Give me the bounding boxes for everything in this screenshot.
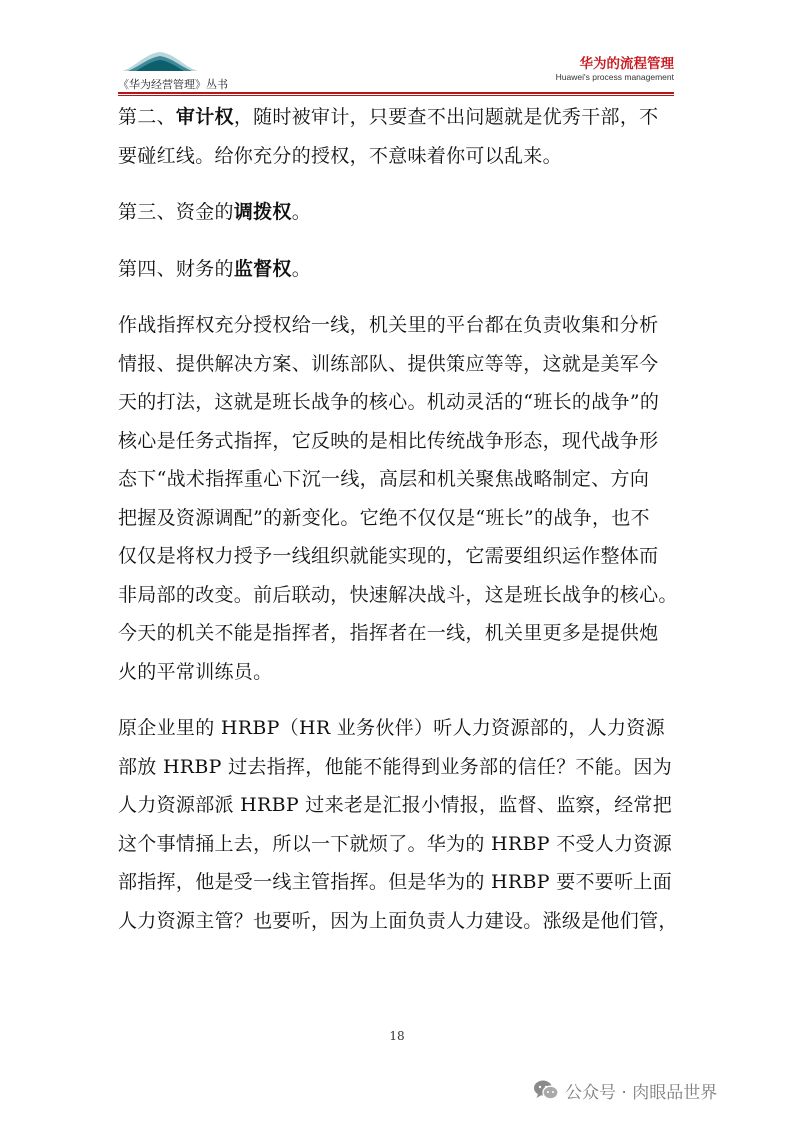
text-line bbox=[118, 98, 678, 137]
text-line bbox=[118, 748, 678, 787]
header-rule-thin bbox=[118, 95, 674, 96]
text-run: 人力资源部派 HRBP 过来老是汇报小情报，监督、监察，经常把 bbox=[118, 794, 673, 816]
text-run: 。 bbox=[291, 201, 312, 223]
paragraph bbox=[118, 250, 678, 289]
paragraph-gap bbox=[118, 175, 678, 193]
text-run: 原企业里的 HRBP（HR 业务伙伴）听人力资源部的，人力资源 bbox=[118, 717, 665, 739]
text-run: 第二、 bbox=[118, 106, 176, 128]
text-line bbox=[118, 137, 678, 176]
text-run: 第三、资金的 bbox=[118, 201, 234, 223]
book-series-title: 《华为经营管理》丛书 bbox=[118, 78, 228, 91]
wechat-icon bbox=[533, 1079, 559, 1101]
text-line bbox=[118, 345, 678, 384]
text-run: 情报、提供解决方案、训练部队、提供策应等等，这就是美军今 bbox=[118, 352, 659, 375]
text-line bbox=[118, 576, 678, 615]
paragraph bbox=[118, 98, 678, 175]
body-text bbox=[118, 98, 678, 940]
paragraph-gap bbox=[118, 691, 678, 709]
text-line bbox=[118, 614, 678, 653]
text-line bbox=[118, 786, 678, 825]
text-line bbox=[118, 653, 678, 692]
text-line bbox=[118, 383, 678, 422]
text-line bbox=[118, 499, 678, 538]
text-line bbox=[118, 537, 678, 576]
text-run: 作战指挥权充分授权给一线，机关里的平台都在负责收集和分析 bbox=[118, 314, 659, 336]
page-header bbox=[118, 50, 674, 95]
text-run: 态下“战术指挥重心下沉一线，高层和机关聚焦战略制定、方向 bbox=[118, 468, 650, 490]
text-line bbox=[118, 306, 678, 345]
text-run: 这个事情捅上去，所以一下就烦了。华为的 HRBP 不受人力资源 bbox=[118, 832, 673, 855]
text-run: 部放 HRBP 过去指挥，他能不能得到业务部的信任？不能。因为 bbox=[118, 755, 673, 778]
text-run: 要碰红线。给你充分的授权，不意味着你可以乱来。 bbox=[118, 144, 562, 167]
text-run: 人力资源主管？也要听，因为上面负责人力建设。涨级是他们管， bbox=[118, 909, 678, 932]
text-run: 核心是任务式指挥，它反映的是相比传统战争形态，现代战争形 bbox=[118, 429, 659, 452]
paragraph-gap bbox=[118, 288, 678, 306]
bold-term: 调拨权 bbox=[233, 201, 292, 223]
text-run: ，随时被审计，只要查不出问题就是优秀干部，不 bbox=[233, 106, 659, 128]
paragraph-gap bbox=[118, 232, 678, 250]
bold-term: 监督权 bbox=[233, 257, 292, 280]
text-run: 今天的机关不能是指挥者，指挥者在一线，机关里更多是提供炮 bbox=[118, 622, 659, 644]
watermark-text: 公众号 · 肉眼品世界 bbox=[565, 1082, 718, 1103]
text-line bbox=[118, 250, 678, 289]
brand-block bbox=[556, 56, 674, 82]
text-run: 把握及资源调配”的新变化。它绝不仅仅是“班长”的战争，也不 bbox=[118, 506, 650, 529]
text-line bbox=[118, 422, 678, 461]
text-run: 非局部的改变。前后联动，快速解决战斗，这是班长战争的核心。 bbox=[118, 583, 678, 606]
page-number: 18 bbox=[389, 1029, 405, 1043]
watermark bbox=[533, 1078, 717, 1102]
header-rule-thick bbox=[118, 92, 674, 94]
text-line bbox=[118, 709, 678, 748]
text-line bbox=[118, 460, 678, 499]
text-run: 仅仅是将权力授予一线组织就能实现的，它需要组织运作整体而 bbox=[118, 545, 659, 567]
text-line bbox=[118, 825, 678, 864]
text-run: 火的平常训练员。 bbox=[118, 660, 273, 683]
mountain-logo-icon bbox=[120, 50, 200, 72]
paragraph bbox=[118, 306, 678, 691]
text-run: 。 bbox=[291, 257, 312, 280]
text-line bbox=[118, 902, 678, 941]
text-run: 部指挥，他是受一线主管指挥。但是华为的 HRBP 要不要听上面 bbox=[118, 871, 673, 893]
text-run: 第四、财务的 bbox=[118, 257, 234, 280]
text-run: 天的打法，这就是班长战争的核心。机动灵活的“班长的战争”的 bbox=[118, 391, 660, 413]
text-line bbox=[118, 193, 678, 232]
bold-term: 审计权 bbox=[175, 106, 234, 128]
brand-title-cn: 华为的流程管理 bbox=[579, 56, 674, 72]
paragraph bbox=[118, 709, 678, 940]
paragraph bbox=[118, 193, 678, 232]
text-line bbox=[118, 863, 678, 902]
brand-title-en: Huawei's process management bbox=[555, 72, 674, 82]
